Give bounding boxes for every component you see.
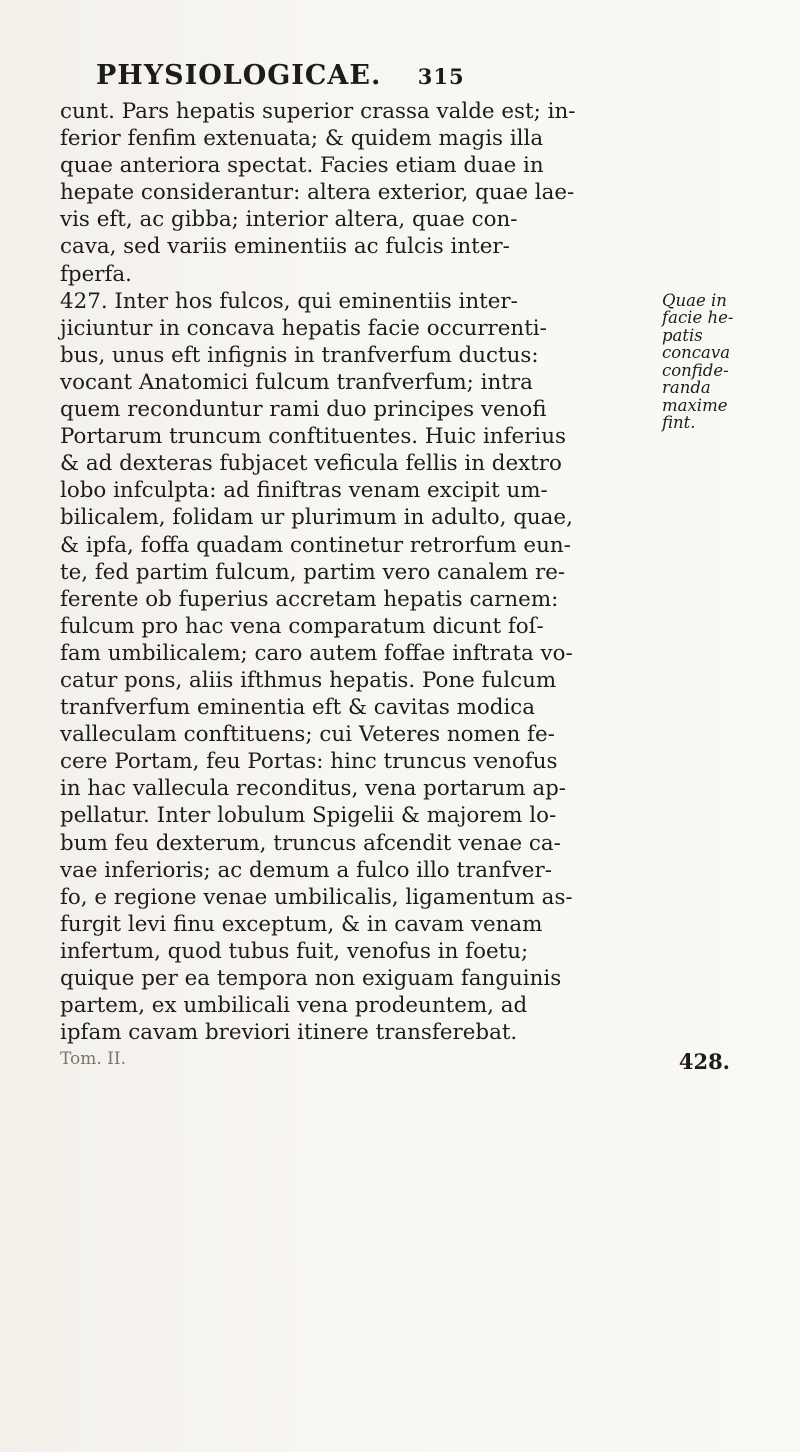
- text-line: cere Portam, feu Portas: hinc truncus venofus: [60, 749, 558, 775]
- text-line: pellatur. Inter lobulum Spigelii & majorem lo-: [60, 803, 557, 829]
- text-line: 427. Inter hos fulcos, qui eminentiis inter-: [60, 288, 518, 314]
- text-line: hepate considerantur: altera exterior, quae lae-: [60, 180, 575, 206]
- text-line: bus, unus eft infignis in tranfverfum ductus:: [60, 342, 539, 368]
- margin-note: Quae in: [662, 290, 727, 310]
- text-line: cunt. Pars hepatis superior crassa valde est; in-: [60, 99, 576, 124]
- text-line: infertum, quod tubus fuit, venofus in foetu;: [60, 938, 529, 964]
- text-line: fo, e regione venae umbilicalis, ligamentum as-: [60, 884, 573, 910]
- text-line: ferente ob fuperius accretam hepatis carnem:: [60, 586, 559, 612]
- text-line: fulcum pro hac vena comparatum dicunt foſ-: [60, 613, 544, 639]
- margin-note: facie he-: [662, 308, 734, 328]
- margin-note: maxime: [662, 395, 728, 415]
- running-header: [96, 60, 465, 91]
- text-line: tranfverfum eminentia eft & cavitas modica: [60, 695, 536, 721]
- catchword: 428.: [678, 1048, 730, 1074]
- text-line: in hac vallecula reconditus, vena portarum ap-: [60, 776, 567, 802]
- text-line: lobo infculpta: ad finiftras venam excipit um-: [60, 478, 548, 504]
- text-line: & ipfa, foffa quadam continetur retrorfum eun-: [60, 532, 571, 558]
- main-text-block: [60, 98, 760, 1046]
- margin-note: randa: [662, 378, 711, 398]
- margin-note: fint.: [662, 413, 696, 433]
- text-line: & ad dexteras fubjacet veficula fellis in dextro: [60, 451, 562, 477]
- text-line: cava, sed variis eminentiis ac fulcis inter-: [60, 234, 510, 260]
- margin-note: confide-: [662, 360, 729, 380]
- signature-mark: Tom. II.: [60, 1048, 127, 1069]
- text-line: ipfam cavam breviori itinere transferebat.: [60, 1020, 518, 1046]
- text-line: quique per ea tempora non exiguam fanguinis: [60, 966, 562, 991]
- text-line: te, fed partim fulcum, partim vero canalem re-: [60, 559, 566, 585]
- text-line: bum feu dexterum, truncus afcendit venae ca-: [60, 830, 561, 856]
- margin-note: concava: [662, 343, 731, 363]
- running-title: PHYSIOLOGICAE.: [96, 60, 382, 91]
- text-line: fam umbilicalem; caro autem foffae inftrata vo-: [60, 640, 573, 666]
- text-line: fperfa.: [60, 261, 132, 287]
- text-line: vocant Anatomici fulcum tranfverfum; intra: [60, 369, 533, 395]
- text-line: ferior fenfim extenuata; & quidem magis illa: [60, 126, 544, 152]
- text-line: jiciuntur in concava hepatis facie occurrenti-: [60, 315, 547, 341]
- text-line: bilicalem, folidam ur plurimum in adulto, quae,: [60, 505, 573, 531]
- text-line: furgit levi finu exceptum, & in cavam venam: [60, 911, 543, 937]
- text-line: catur pons, aliis ifthmus hepatis. Pone fulcum: [60, 667, 557, 693]
- margin-note: patis: [662, 325, 703, 345]
- page-number: 315: [417, 64, 465, 89]
- text-line: Portarum truncum conftituentes. Huic inferius: [60, 424, 566, 450]
- text-line: vae inferioris; ac demum a fulco illo tranfver-: [60, 857, 552, 883]
- text-line: quae anteriora spectat. Facies etiam duae in: [60, 153, 544, 179]
- text-line: quem reconduntur rami duo principes venofi: [60, 397, 547, 423]
- text-line: valleculam conftituens; cui Veteres nomen fe-: [60, 722, 555, 748]
- text-line: vis eft, ac gibba; interior altera, quae con-: [60, 207, 518, 233]
- text-line: partem, ex umbilicali vena prodeuntem, ad: [60, 993, 528, 1019]
